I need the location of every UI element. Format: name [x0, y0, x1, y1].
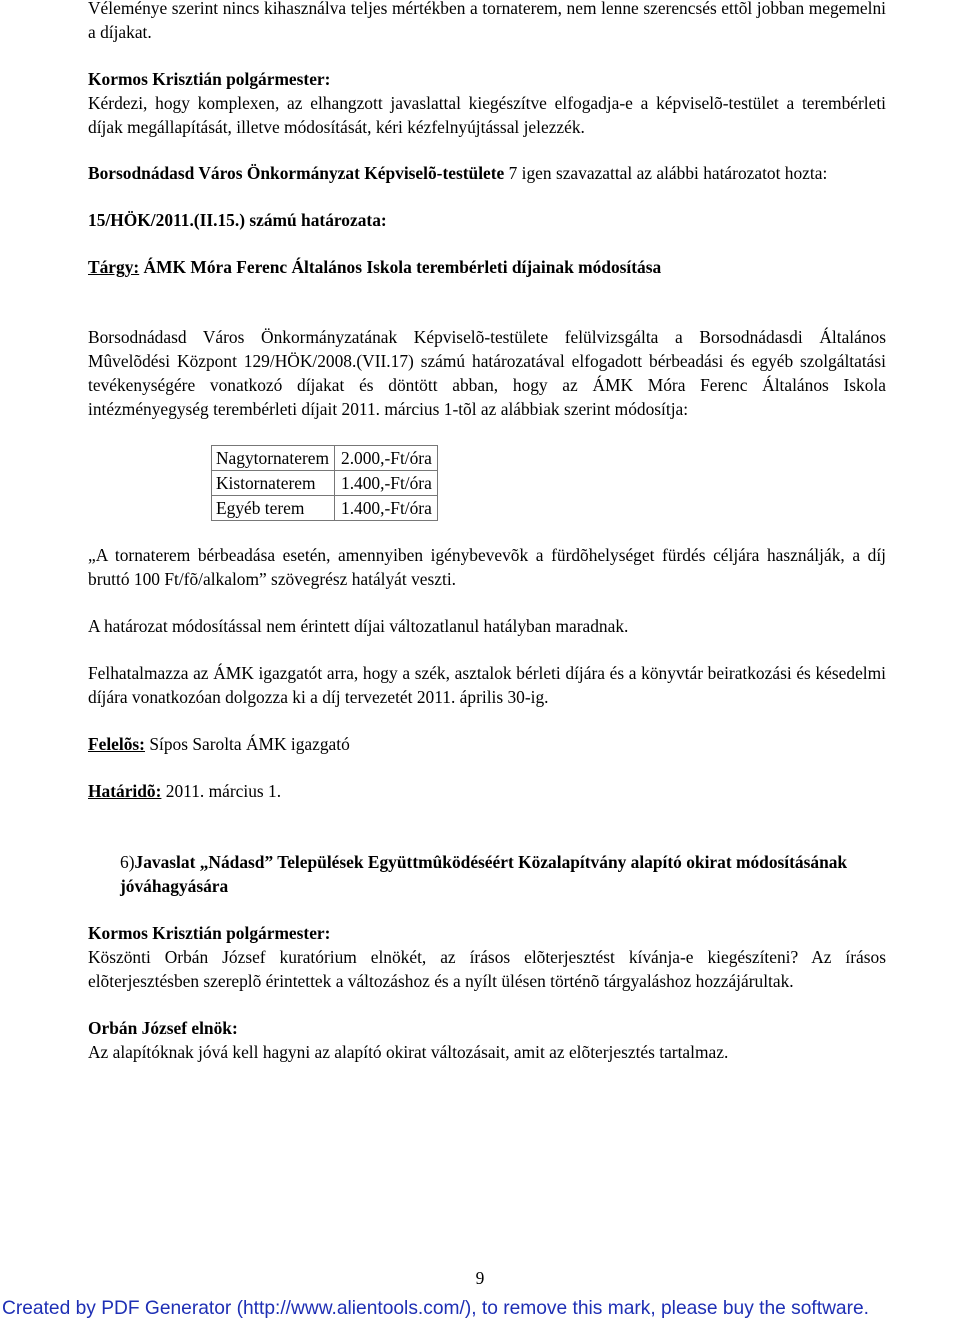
room-price: 1.400,-Ft/óra: [335, 471, 438, 496]
responsible-text: Sípos Sarolta ÁMK igazgató: [144, 734, 350, 754]
fee-table: [211, 445, 438, 521]
room-name: Kistornaterem: [212, 471, 335, 496]
paragraph-decision: Borsodnádasd Város Önkormányzatának Képviselõ-testülete felülvizsgálta a Borsodnádasdi Általános Mûvelõdési Központ 129/HÖK/2008.(VII.17) számú határozatával elfogadott bérbeadási és egyéb szolgáltatási tevékenységére vonatkozó díjakat és döntött abban, hogy az ÁMK Móra Ferenc Általános Iskola intézményegység terembérleti díjait 2011. március 1-tõl az alábbiak szerint módosítja:: [88, 327, 886, 419]
paragraph-founders: Az alapítóknak jóvá kell hagyni az alapító okirat változásait, amit az elõterjesztés tartalmaz.: [88, 1042, 729, 1062]
subject-text: ÁMK Móra Ferenc Általános Iskola terembérleti díjainak módosítása: [139, 257, 662, 277]
document-page: [88, 0, 886, 1064]
responsible-label: Felelõs:: [88, 734, 145, 754]
vote-text: 7 igen szavazattal az alábbi határozatot hozta:: [504, 163, 828, 183]
paragraph-question: Kérdezi, hogy komplexen, az elhangzott javaslattal kiegészítve elfogadja-e a képviselõ-testület a terembérleti díjak megállapítását, illetve módosítását, kéri kézfelnyújtással jelezzék.: [88, 93, 886, 137]
resolution-number: 15/HÖK/2011.(II.15.) számú határozata:: [88, 210, 387, 230]
subject-label: Tárgy:: [88, 257, 140, 277]
paragraph-authorization: Felhatalmazza az ÁMK igazgatót arra, hogy a szék, asztalok bérleti díjára és a könyvtár beiratkozási és késedelmi díjára vonatkozóan dolgozza ki a díj tervezetét 2011. április 30-ig.: [88, 663, 886, 707]
room-price: 2.000,-Ft/óra: [335, 446, 438, 471]
page-number: 9: [475, 1268, 485, 1288]
deadline-label: Határidõ:: [88, 781, 162, 801]
council-name: Borsodnádasd Város Önkormányzat Képviselõ-testülete: [88, 163, 505, 183]
deadline-text: 2011. március 1.: [161, 781, 282, 801]
fee-row: [212, 496, 438, 521]
vote-statement: [88, 161, 886, 185]
speaker-chairman: Orbán József elnök:: [88, 1018, 238, 1038]
paragraph-opinion: Véleménye szerint nincs kihasználva teljes mértékben a tornaterem, nem lenne szerencsés ettõl jobban megemelni a díjakat.: [88, 0, 886, 42]
responsible-line: [88, 732, 886, 756]
speaker-mayor: Kormos Krisztián polgármester:: [88, 69, 331, 89]
pdf-generator-watermark: Created by PDF Generator (http://www.alientools.com/), to remove this mark, please buy the software.: [2, 1298, 869, 1319]
resolution-subject: [88, 255, 886, 279]
room-name: Nagytornaterem: [212, 446, 335, 471]
agenda-item-title: Javaslat „Nádasd” Települések Együttmûködéséért Közalapítvány alapító okirat módosításának jóváhagyására: [120, 852, 848, 896]
fee-row: [212, 471, 438, 496]
paragraph-greeting: Köszönti Orbán József kuratórium elnökét, az írásos elõterjesztést kívánja-e kiegészíteni? Az írásos elõterjesztésben szereplõ érintettek a változáshoz és a nyílt ülésen történõ tárgyaláshoz hozzájárultak.: [88, 947, 886, 991]
fee-row: [212, 446, 438, 471]
speaker-mayor-2: Kormos Krisztián polgármester:: [88, 923, 331, 943]
room-name: Egyéb terem: [212, 496, 335, 521]
room-price: 1.400,-Ft/óra: [335, 496, 438, 521]
agenda-item-number: 6): [120, 852, 135, 872]
paragraph-repeal: „A tornaterem bérbeadása esetén, amennyiben igénybevevõk a fürdõhelységet fürdés céljára használják, a díj bruttó 100 Ft/fõ/alkalom” szövegrész hatályát veszti.: [88, 545, 886, 589]
deadline-line: [88, 779, 886, 803]
agenda-item-6: [120, 850, 886, 898]
paragraph-unchanged: A határozat módosítással nem érintett díjai változatlanul hatályban maradnak.: [88, 616, 629, 636]
